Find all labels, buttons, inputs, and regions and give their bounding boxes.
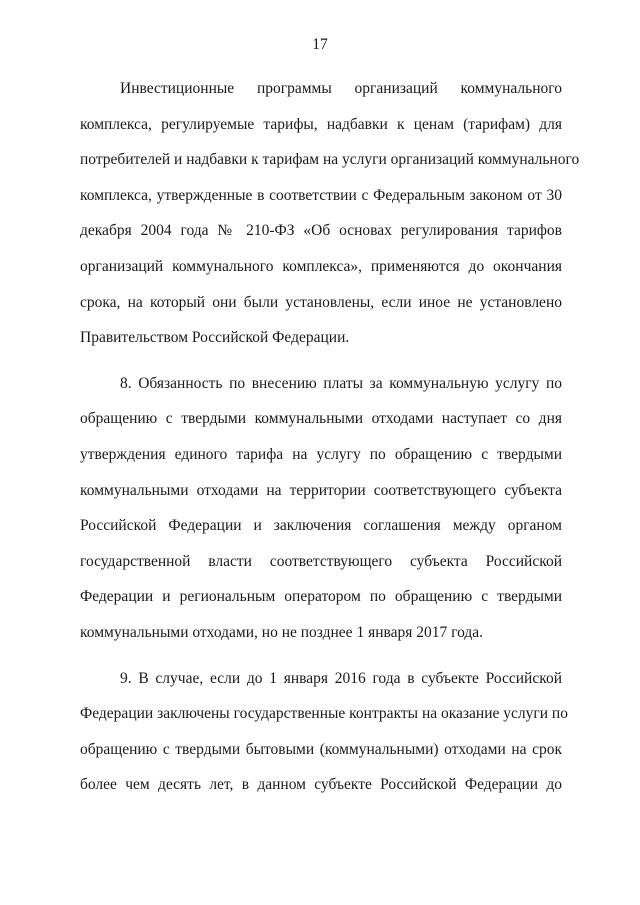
text-line: коммунальными отходами на территории соответствующего субъекта	[80, 481, 562, 499]
text-line: более чем десять лет, в данном субъекте Российской Федерации до	[80, 776, 562, 794]
text-line: Инвестиционные программы организаций коммунального	[120, 80, 562, 97]
text-line: организаций коммунального комплекса», применяются до окончания	[80, 257, 562, 275]
text-line: Федерации и региональным оператором по обращению с твердыми	[80, 588, 562, 606]
text-line: комплекса, регулируемые тарифы, надбавки к ценам (тарифам) для	[80, 115, 562, 133]
text-line: обращению с твердыми бытовыми (коммунальными) отходами на срок	[80, 740, 562, 758]
paragraph-8	[80, 366, 562, 651]
text-line: потребителей и надбавки к тарифам на услуги организаций коммунального	[80, 151, 580, 169]
text-line: 8. Обязанность по внесению платы за коммунальную услугу по	[120, 374, 562, 392]
page-number: 17	[312, 36, 328, 53]
paragraph-investment-programs	[80, 71, 580, 356]
text-line: декабря 2004 года № 210-ФЗ «Об основах регулирования тарифов	[80, 222, 562, 240]
text-line: утверждения единого тарифа на услугу по обращению с твердыми	[80, 445, 562, 463]
text-line: комплекса, утвержденные в соответствии с Федеральным законом от 30	[80, 186, 562, 204]
text-line: Правительством Российской Федерации.	[80, 329, 350, 347]
paragraph-9	[80, 661, 568, 803]
body-text	[80, 71, 580, 803]
text-line: Российской Федерации и заключения соглашения между органом	[80, 517, 562, 535]
text-line: обращению с твердыми коммунальными отходами наступает со дня	[80, 410, 562, 428]
text-line: коммунальными отходами, но не позднее 1 января 2017 года.	[80, 623, 484, 641]
paragraph-spacer	[80, 651, 562, 661]
paragraph-spacer	[80, 356, 562, 366]
text-line: срока, на который они были установлены, если иное не установлено	[80, 293, 562, 311]
text-line: Федерации заключены государственные контракты на оказание услуги по	[80, 705, 568, 723]
text-line: 9. В случае, если до 1 января 2016 года в субъекте Российской	[120, 669, 562, 687]
text-line: государственной власти соответствующего субъекта Российской	[80, 552, 562, 570]
